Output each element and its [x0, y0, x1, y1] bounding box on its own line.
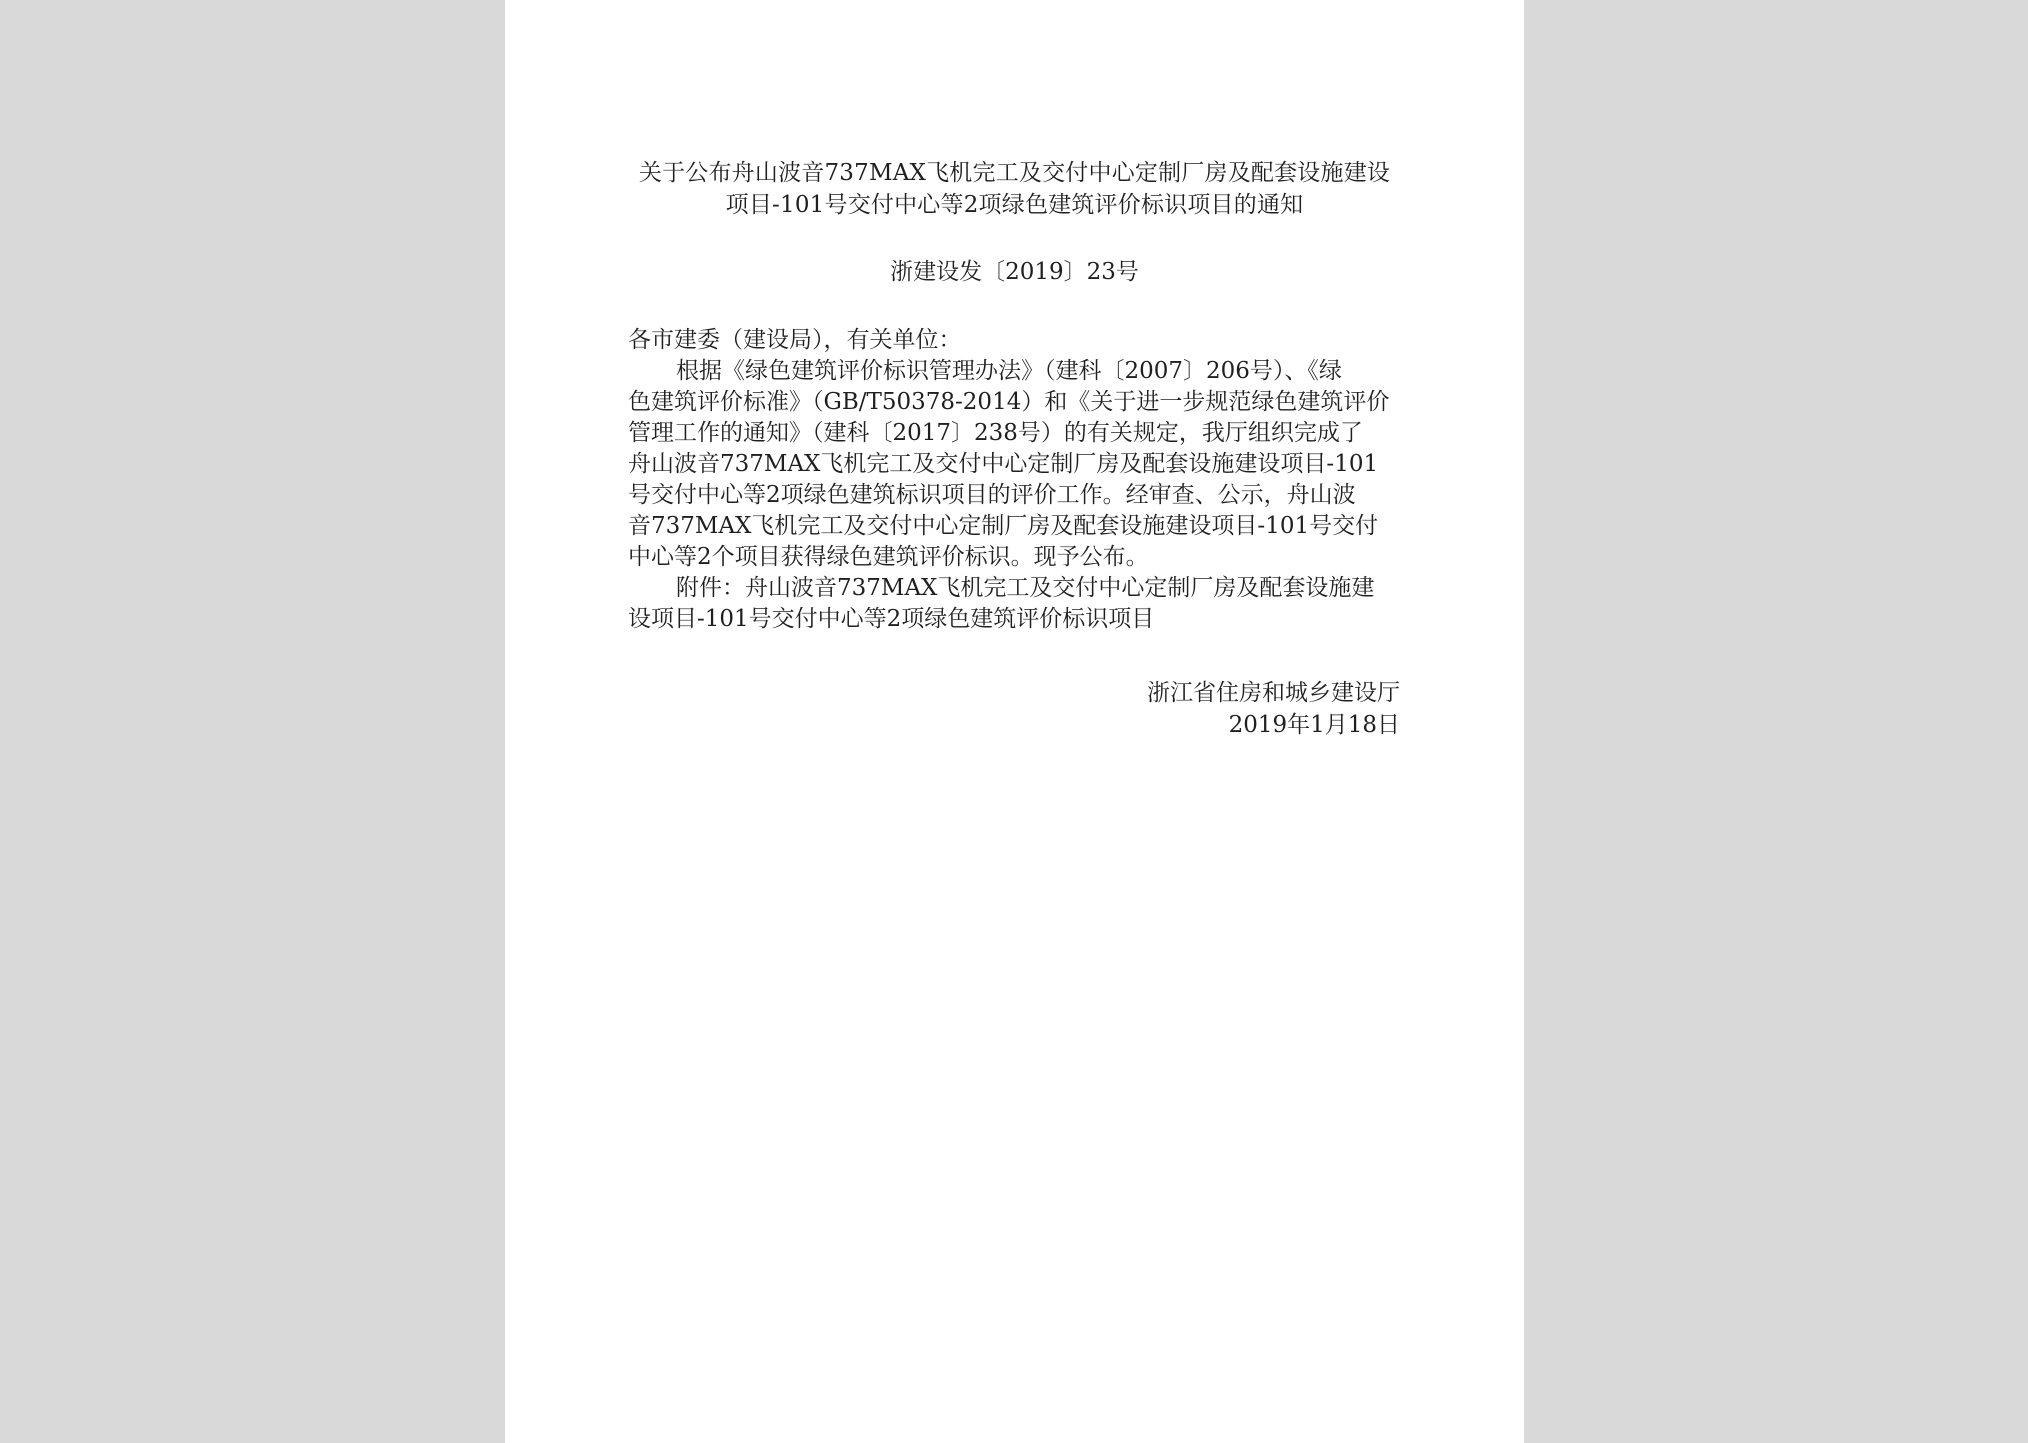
signature-block — [1147, 677, 1400, 741]
document-number: 浙建设发〔2019〕23号 — [890, 259, 1139, 285]
attachment-paragraph — [628, 573, 1408, 635]
body-line-2: 色建筑评价标准》（GB/T50378-2014）和《关于进一步规范绿色建筑评价 — [628, 389, 1390, 415]
attachment-line-1: 附件：舟山波音737MAX飞机完工及交付中心定制厂房及配套设施建 — [676, 575, 1375, 601]
body-line-7: 中心等2个项目获得绿色建筑评价标识。现予公布。 — [628, 544, 1149, 570]
salutation: 各市建委（建设局），有关单位： — [628, 327, 962, 353]
body-line-5: 号交付中心等2项绿色建筑标识项目的评价工作。经审查、公示，舟山波 — [628, 482, 1356, 508]
document-page — [505, 0, 1524, 1443]
body-line-6: 音737MAX飞机完工及交付中心定制厂房及配套设施建设项目-101号交付 — [628, 513, 1379, 539]
issuer-name: 浙江省住房和城乡建设厅 — [1147, 680, 1400, 706]
issue-date: 2019年1月18日 — [1228, 712, 1400, 738]
document-title — [505, 157, 1524, 221]
body-line-1: 根据《绿色建筑评价标识管理办法》（建科〔2007〕206号）、《绿 — [676, 358, 1342, 384]
title-line-2: 项目-101号交付中心等2项绿色建筑评价标识项目的通知 — [725, 192, 1304, 218]
body-line-4: 舟山波音737MAX飞机完工及交付中心定制厂房及配套设施建设项目-101 — [628, 451, 1379, 477]
body-paragraph — [628, 356, 1408, 573]
body-line-3: 管理工作的通知》（建科〔2017〕238号）的有关规定，我厅组织完成了 — [628, 420, 1363, 446]
attachment-line-2: 设项目-101号交付中心等2项绿色建筑评价标识项目 — [628, 606, 1155, 632]
title-line-1: 关于公布舟山波音737MAX飞机完工及交付中心定制厂房及配套设施建设 — [638, 160, 1391, 186]
